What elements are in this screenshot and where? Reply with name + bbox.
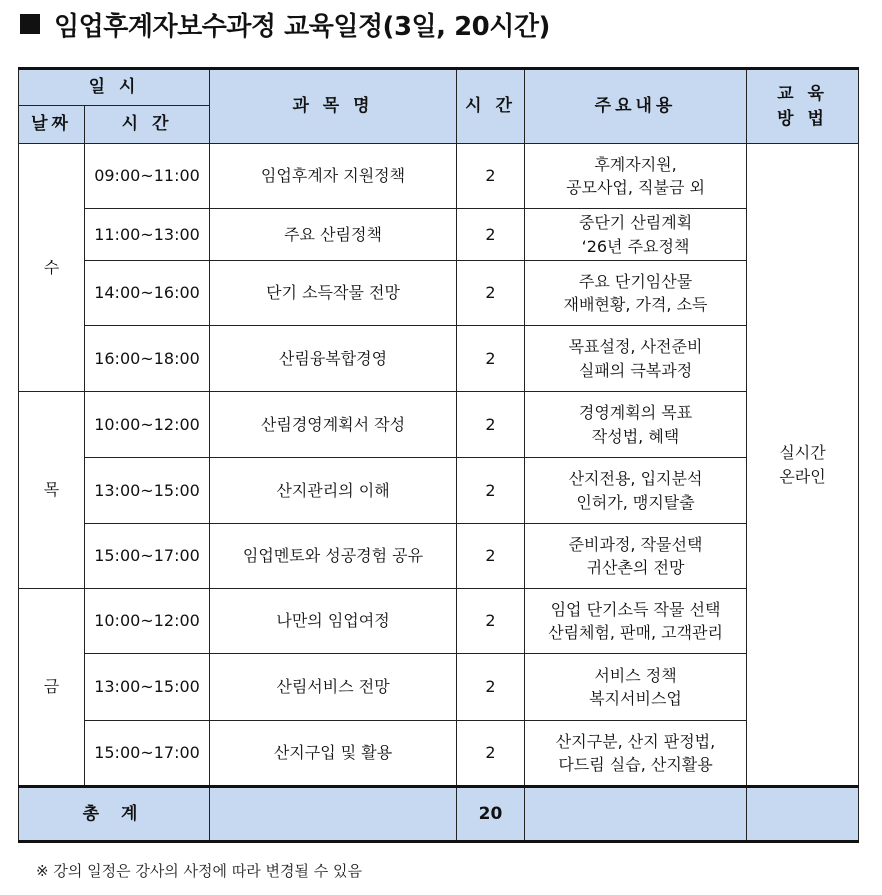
time-cell: 14:00~16:00 [85, 261, 210, 326]
time-cell: 11:00~13:00 [85, 209, 210, 261]
course-cell: 단기 소득작물 전망 [210, 261, 457, 326]
page-title-text: 임업후계자보수과정 교육일정(3일, 20시간) [54, 11, 550, 42]
total-label: 총 계 [19, 787, 210, 842]
course-cell: 산림서비스 전망 [210, 654, 457, 721]
footnote: ※ 강의 일정은 강사의 사정에 따라 변경될 수 있음 [36, 862, 363, 880]
course-cell: 임업멘토와 성공경험 공유 [210, 524, 457, 589]
time-cell: 15:00~17:00 [85, 721, 210, 787]
square-bullet-icon [20, 14, 40, 34]
time-cell: 13:00~15:00 [85, 458, 210, 524]
total-empty-cell [525, 787, 747, 842]
time-cell: 09:00~11:00 [85, 144, 210, 209]
method-cell: 실시간 온라인 [747, 144, 859, 787]
table-row [19, 209, 859, 261]
table-row [19, 458, 859, 524]
table-row [19, 144, 859, 209]
total-empty-cell [210, 787, 457, 842]
day-cell: 금 [19, 589, 85, 787]
content-cell: 중단기 산림계획 ‘26년 주요정책 [525, 209, 747, 261]
table-row [19, 524, 859, 589]
day-cell: 수 [19, 144, 85, 392]
content-cell: 목표설정, 사전준비 실패의 극복과정 [525, 326, 747, 392]
header-content: 주요내용 [525, 69, 747, 144]
hours-cell: 2 [457, 326, 525, 392]
hours-cell: 2 [457, 654, 525, 721]
total-row [19, 787, 859, 842]
day-cell: 목 [19, 392, 85, 589]
hours-cell: 2 [457, 524, 525, 589]
header-time: 시 간 [85, 106, 210, 144]
time-cell: 13:00~15:00 [85, 654, 210, 721]
course-cell: 산림융복합경영 [210, 326, 457, 392]
total-empty-cell [747, 787, 859, 842]
time-cell: 15:00~17:00 [85, 524, 210, 589]
hours-cell: 2 [457, 721, 525, 787]
table-row [19, 589, 859, 654]
schedule-table [18, 67, 859, 843]
content-cell: 준비과정, 작물선택 귀산촌의 전망 [525, 524, 747, 589]
course-cell: 산지구입 및 활용 [210, 721, 457, 787]
content-cell: 주요 단기임산물 재배현황, 가격, 소득 [525, 261, 747, 326]
time-cell: 16:00~18:00 [85, 326, 210, 392]
content-cell: 서비스 정책 복지서비스업 [525, 654, 747, 721]
table-row [19, 721, 859, 787]
time-cell: 10:00~12:00 [85, 392, 210, 458]
table-row [19, 392, 859, 458]
page-title [20, 4, 550, 44]
course-cell: 산지관리의 이해 [210, 458, 457, 524]
course-cell: 주요 산림정책 [210, 209, 457, 261]
header-hours: 시 간 [457, 69, 525, 144]
header-datetime: 일 시 [19, 69, 210, 106]
hours-cell: 2 [457, 144, 525, 209]
hours-cell: 2 [457, 589, 525, 654]
course-cell: 임업후계자 지원정책 [210, 144, 457, 209]
table-row [19, 261, 859, 326]
table-row [19, 654, 859, 721]
header-date: 날짜 [19, 106, 85, 144]
hours-cell: 2 [457, 458, 525, 524]
content-cell: 임업 단기소득 작물 선택 산림체험, 판매, 고객관리 [525, 589, 747, 654]
content-cell: 경영계획의 목표 작성법, 혜택 [525, 392, 747, 458]
total-hours: 20 [457, 787, 525, 842]
content-cell: 산지전용, 입지분석 인허가, 맹지탈출 [525, 458, 747, 524]
content-cell: 산지구분, 산지 판정법, 다드림 실습, 산지활용 [525, 721, 747, 787]
hours-cell: 2 [457, 261, 525, 326]
content-cell: 후계자지원, 공모사업, 직불금 외 [525, 144, 747, 209]
header-method: 교 육 방 법 [747, 69, 859, 144]
hours-cell: 2 [457, 392, 525, 458]
table-row [19, 326, 859, 392]
time-cell: 10:00~12:00 [85, 589, 210, 654]
course-cell: 나만의 임업여정 [210, 589, 457, 654]
hours-cell: 2 [457, 209, 525, 261]
header-course: 과 목 명 [210, 69, 457, 144]
course-cell: 산림경영계획서 작성 [210, 392, 457, 458]
